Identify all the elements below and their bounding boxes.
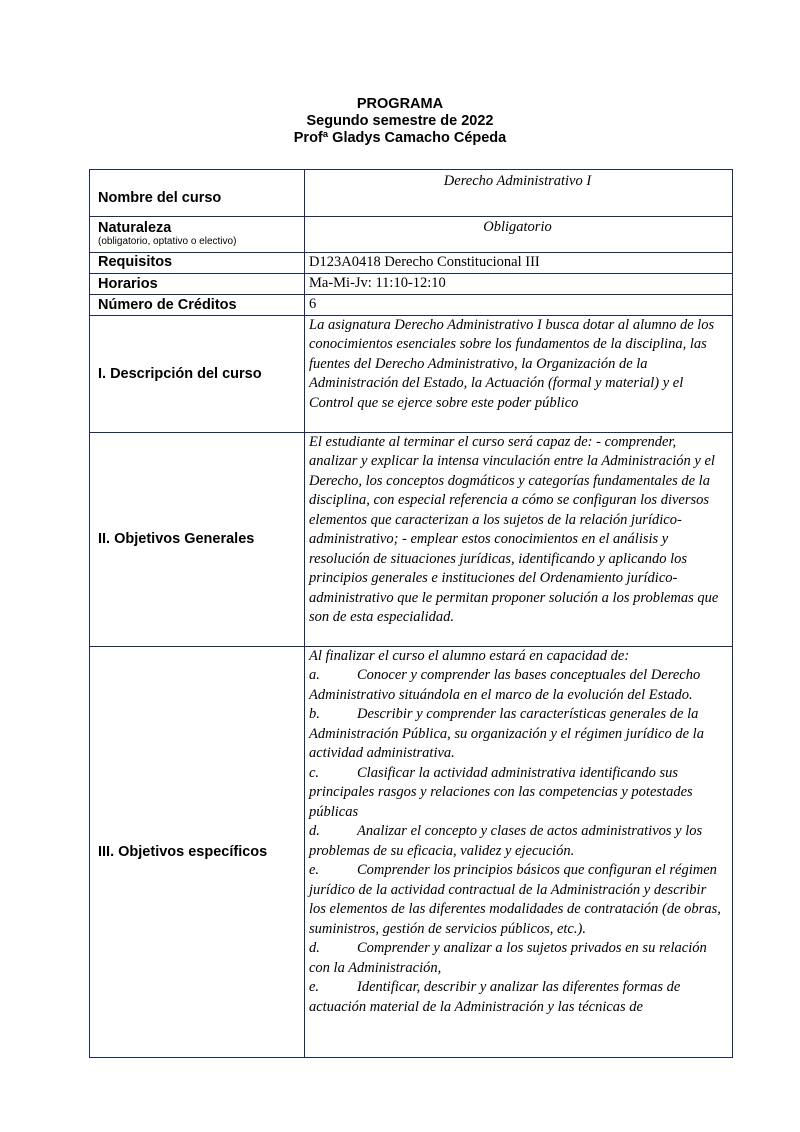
document-header bbox=[0, 96, 800, 147]
label-naturaleza: Naturaleza bbox=[98, 220, 172, 236]
item-text: Describir y comprender las características generales de la Administración Pública, su organización y el régimen jurídico de la actividad administrativa. bbox=[309, 706, 704, 761]
row-creditos bbox=[90, 294, 733, 315]
item-text: Clasificar la actividad administrativa identificando sus principales rasgos y relaciones con las competencias y potestades públicas bbox=[309, 764, 693, 820]
label-objetivos-generales: II. Objetivos Generales bbox=[98, 531, 255, 547]
label-requisitos: Requisitos bbox=[98, 254, 173, 270]
list-item bbox=[309, 705, 726, 764]
item-letter: d. bbox=[309, 823, 320, 839]
label-objetivos-especificos: III. Objetivos específicos bbox=[98, 843, 268, 860]
label-creditos: Número de Créditos bbox=[98, 296, 237, 313]
value-requisitos: D123A0418 Derecho Constitucional III bbox=[309, 254, 540, 270]
label-descripcion: I. Descripción del curso bbox=[98, 365, 262, 382]
value-creditos: 6 bbox=[309, 295, 317, 312]
item-text: Analizar el concepto y clases de actos administrativos y los problemas de su eficacia, validez y ejecución. bbox=[309, 823, 703, 859]
label-nombre: Nombre del curso bbox=[98, 190, 222, 206]
row-nombre bbox=[90, 170, 733, 217]
row-requisitos bbox=[90, 253, 733, 274]
item-letter: e. bbox=[309, 979, 320, 995]
item-letter: b. bbox=[309, 706, 320, 722]
item-text: Identificar, describir y analizar las diferentes formas de actuación material de la Administración y las técnicas de bbox=[309, 979, 681, 1015]
value-horarios: Ma-Mi-Jv: 11:10-12:10 bbox=[309, 274, 446, 291]
row-descripcion bbox=[90, 315, 733, 432]
item-letter: a. bbox=[309, 667, 320, 683]
list-item bbox=[309, 764, 726, 823]
row-objetivos-generales bbox=[90, 432, 733, 646]
objetivos-list bbox=[309, 666, 726, 1017]
list-item bbox=[309, 978, 726, 1017]
header-semester: Segundo semestre de 2022 bbox=[306, 113, 494, 129]
label-horarios: Horarios bbox=[98, 275, 158, 292]
sublabel-naturaleza: (obligatorio, optativo o electivo) bbox=[98, 236, 237, 247]
header-professor: Profª Gladys Camacho Cépeda bbox=[293, 130, 507, 146]
item-letter: c. bbox=[309, 764, 320, 781]
row-naturaleza bbox=[90, 217, 733, 253]
row-horarios bbox=[90, 273, 733, 294]
value-objetivos-generales: El estudiante al terminar el curso será capaz de: - comprender, analizar y explicar la intensa vinculación entre la Administración y el Derecho, los conceptos dogmáticos y categorías fundamentales de la disciplina, con especial referencia a cómo se configuran los diversos elementos que caracterizan a los sujetos de la relación jurídico-administrativo; - emplear estos conocimientos en el análisis y resolución de situaciones jurídicas, identificando y aplicando los principios generales e instituciones del Ordenamiento jurídico-administrativo que le permitan proponer solución a los problemas que son de esta especialidad. bbox=[309, 433, 719, 625]
objetivos-intro: Al finalizar el curso el alumno estará en capacidad de: bbox=[309, 647, 630, 664]
item-text: Conocer y comprender las bases conceptuales del Derecho Administrativo situándola en el marco de la evolución del Estado. bbox=[309, 667, 701, 703]
row-objetivos-especificos bbox=[90, 646, 733, 1057]
item-letter: e. bbox=[309, 862, 320, 878]
value-naturaleza: Obligatorio bbox=[483, 219, 552, 235]
program-table bbox=[89, 169, 733, 1058]
item-letter: d. bbox=[309, 940, 320, 956]
value-nombre: Derecho Administrativo I bbox=[443, 173, 592, 189]
value-descripcion: La asignatura Derecho Administrativo I busca dotar al alumno de los conocimientos esenciales sobre los fundamentos de la disciplina, las fuentes del Derecho Administrativo, la Organización de la Administración del Estado, la Actuación (formal y material) y el Control que se ejerce sobre este poder público bbox=[309, 316, 715, 411]
item-text: Comprender y analizar a los sujetos privados en su relación con la Administración, bbox=[309, 940, 707, 976]
list-item bbox=[309, 939, 726, 978]
item-text: Comprender los principios básicos que configuran el régimen jurídico de la actividad contractual de la Administración y describir los elementos de las diferentes modalidades de contratación (de obras, suministros, gestión de servicios públicos, etc.). bbox=[309, 862, 721, 937]
list-item bbox=[309, 822, 726, 861]
header-title: PROGRAMA bbox=[356, 96, 444, 112]
list-item bbox=[309, 861, 726, 939]
list-item bbox=[309, 666, 726, 705]
